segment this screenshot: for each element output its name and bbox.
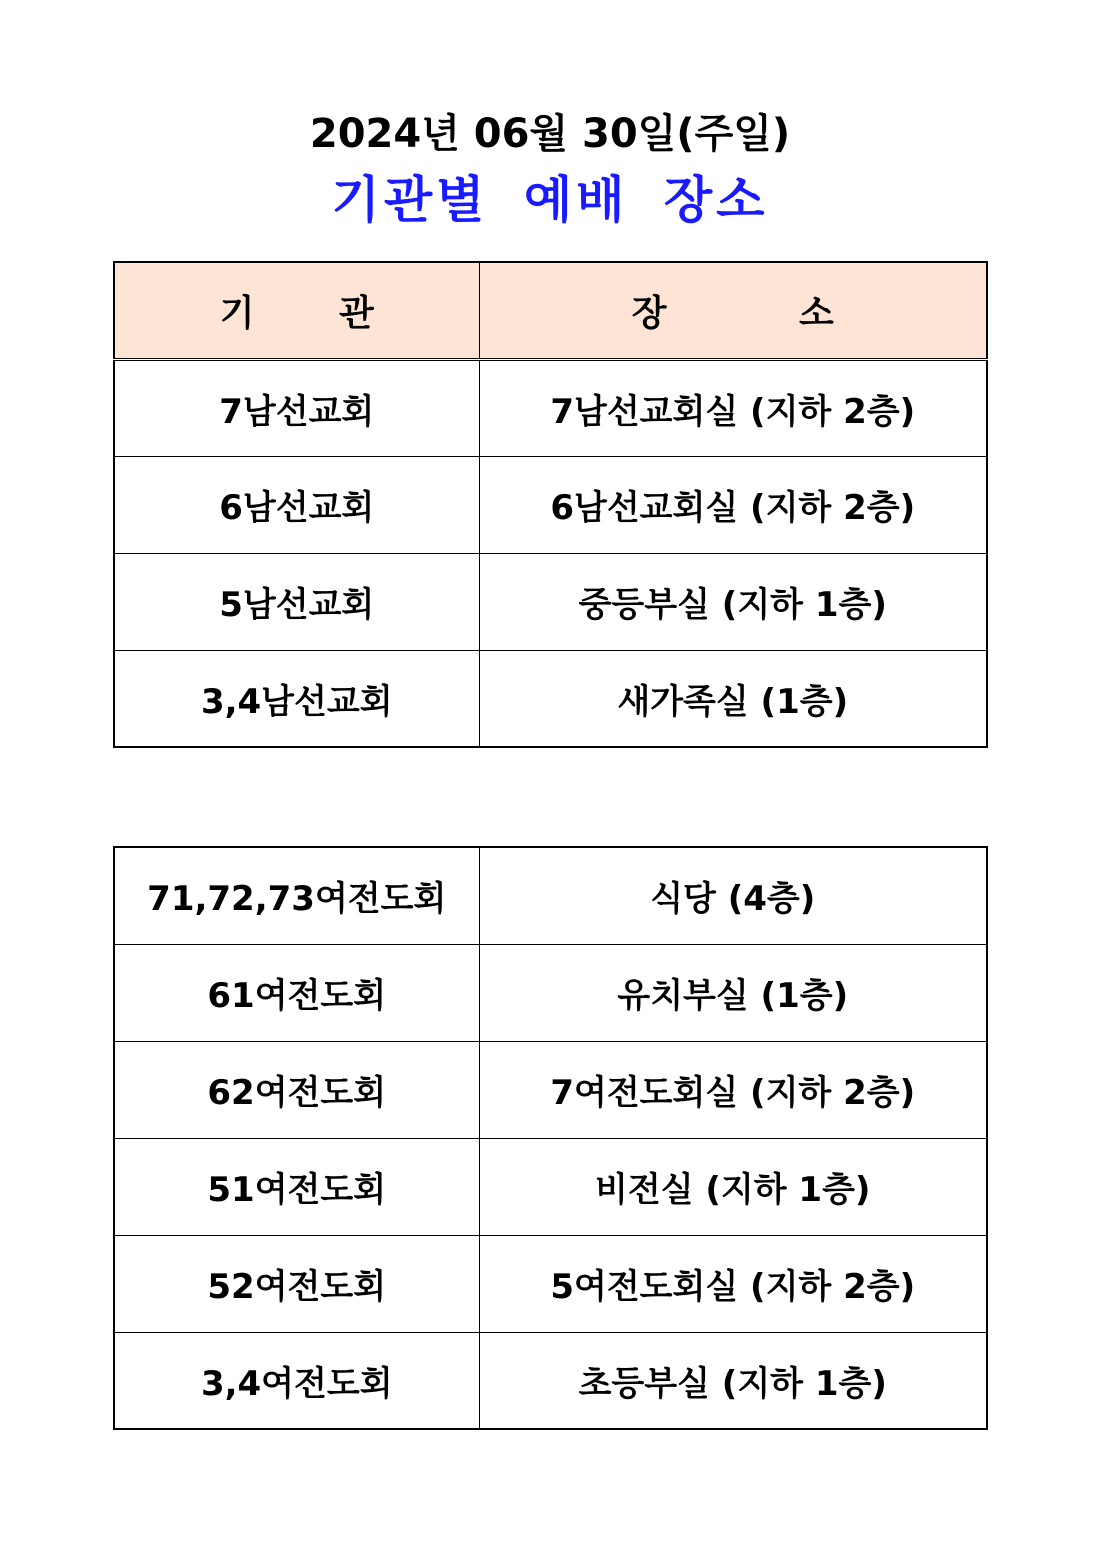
table-header-row (114, 262, 987, 359)
group-cell: 52여전도회 (114, 1235, 479, 1332)
location-cell: 7여전도회실 (지하 2층) (479, 1041, 987, 1138)
table-row (114, 1332, 987, 1429)
table-row (114, 847, 987, 944)
table-row (114, 359, 987, 456)
table-row (114, 1041, 987, 1138)
table-row (114, 1235, 987, 1332)
table-row (114, 944, 987, 1041)
group-cell: 3,4여전도회 (114, 1332, 479, 1429)
service-date: 2024년 06월 30일(주일) (309, 111, 791, 157)
men-mission-table (113, 261, 988, 748)
table-row (114, 1138, 987, 1235)
location-cell: 새가족실 (1층) (479, 650, 987, 747)
table-row (114, 650, 987, 747)
location-cell: 비전실 (지하 1층) (479, 1138, 987, 1235)
group-cell: 61여전도회 (114, 944, 479, 1041)
table-row (114, 553, 987, 650)
location-cell: 중등부실 (지하 1층) (479, 553, 987, 650)
column-header-group: 기 관 (114, 262, 479, 359)
group-cell: 71,72,73여전도회 (114, 847, 479, 944)
group-cell: 3,4남선교회 (114, 650, 479, 747)
table-row (114, 456, 987, 553)
location-cell: 식당 (4층) (479, 847, 987, 944)
location-cell: 유치부실 (1층) (479, 944, 987, 1041)
location-cell: 초등부실 (지하 1층) (479, 1332, 987, 1429)
group-cell: 7남선교회 (114, 359, 479, 456)
group-cell: 51여전도회 (114, 1138, 479, 1235)
group-cell: 6남선교회 (114, 456, 479, 553)
women-mission-table (113, 846, 988, 1430)
column-header-location: 장 소 (479, 262, 987, 359)
group-cell: 62여전도회 (114, 1041, 479, 1138)
location-cell: 6남선교회실 (지하 2층) (479, 456, 987, 553)
location-cell: 7남선교회실 (지하 2층) (479, 359, 987, 456)
location-cell: 5여전도회실 (지하 2층) (479, 1235, 987, 1332)
page-title: 기관별 예배 장소 (331, 171, 769, 229)
group-cell: 5남선교회 (114, 553, 479, 650)
